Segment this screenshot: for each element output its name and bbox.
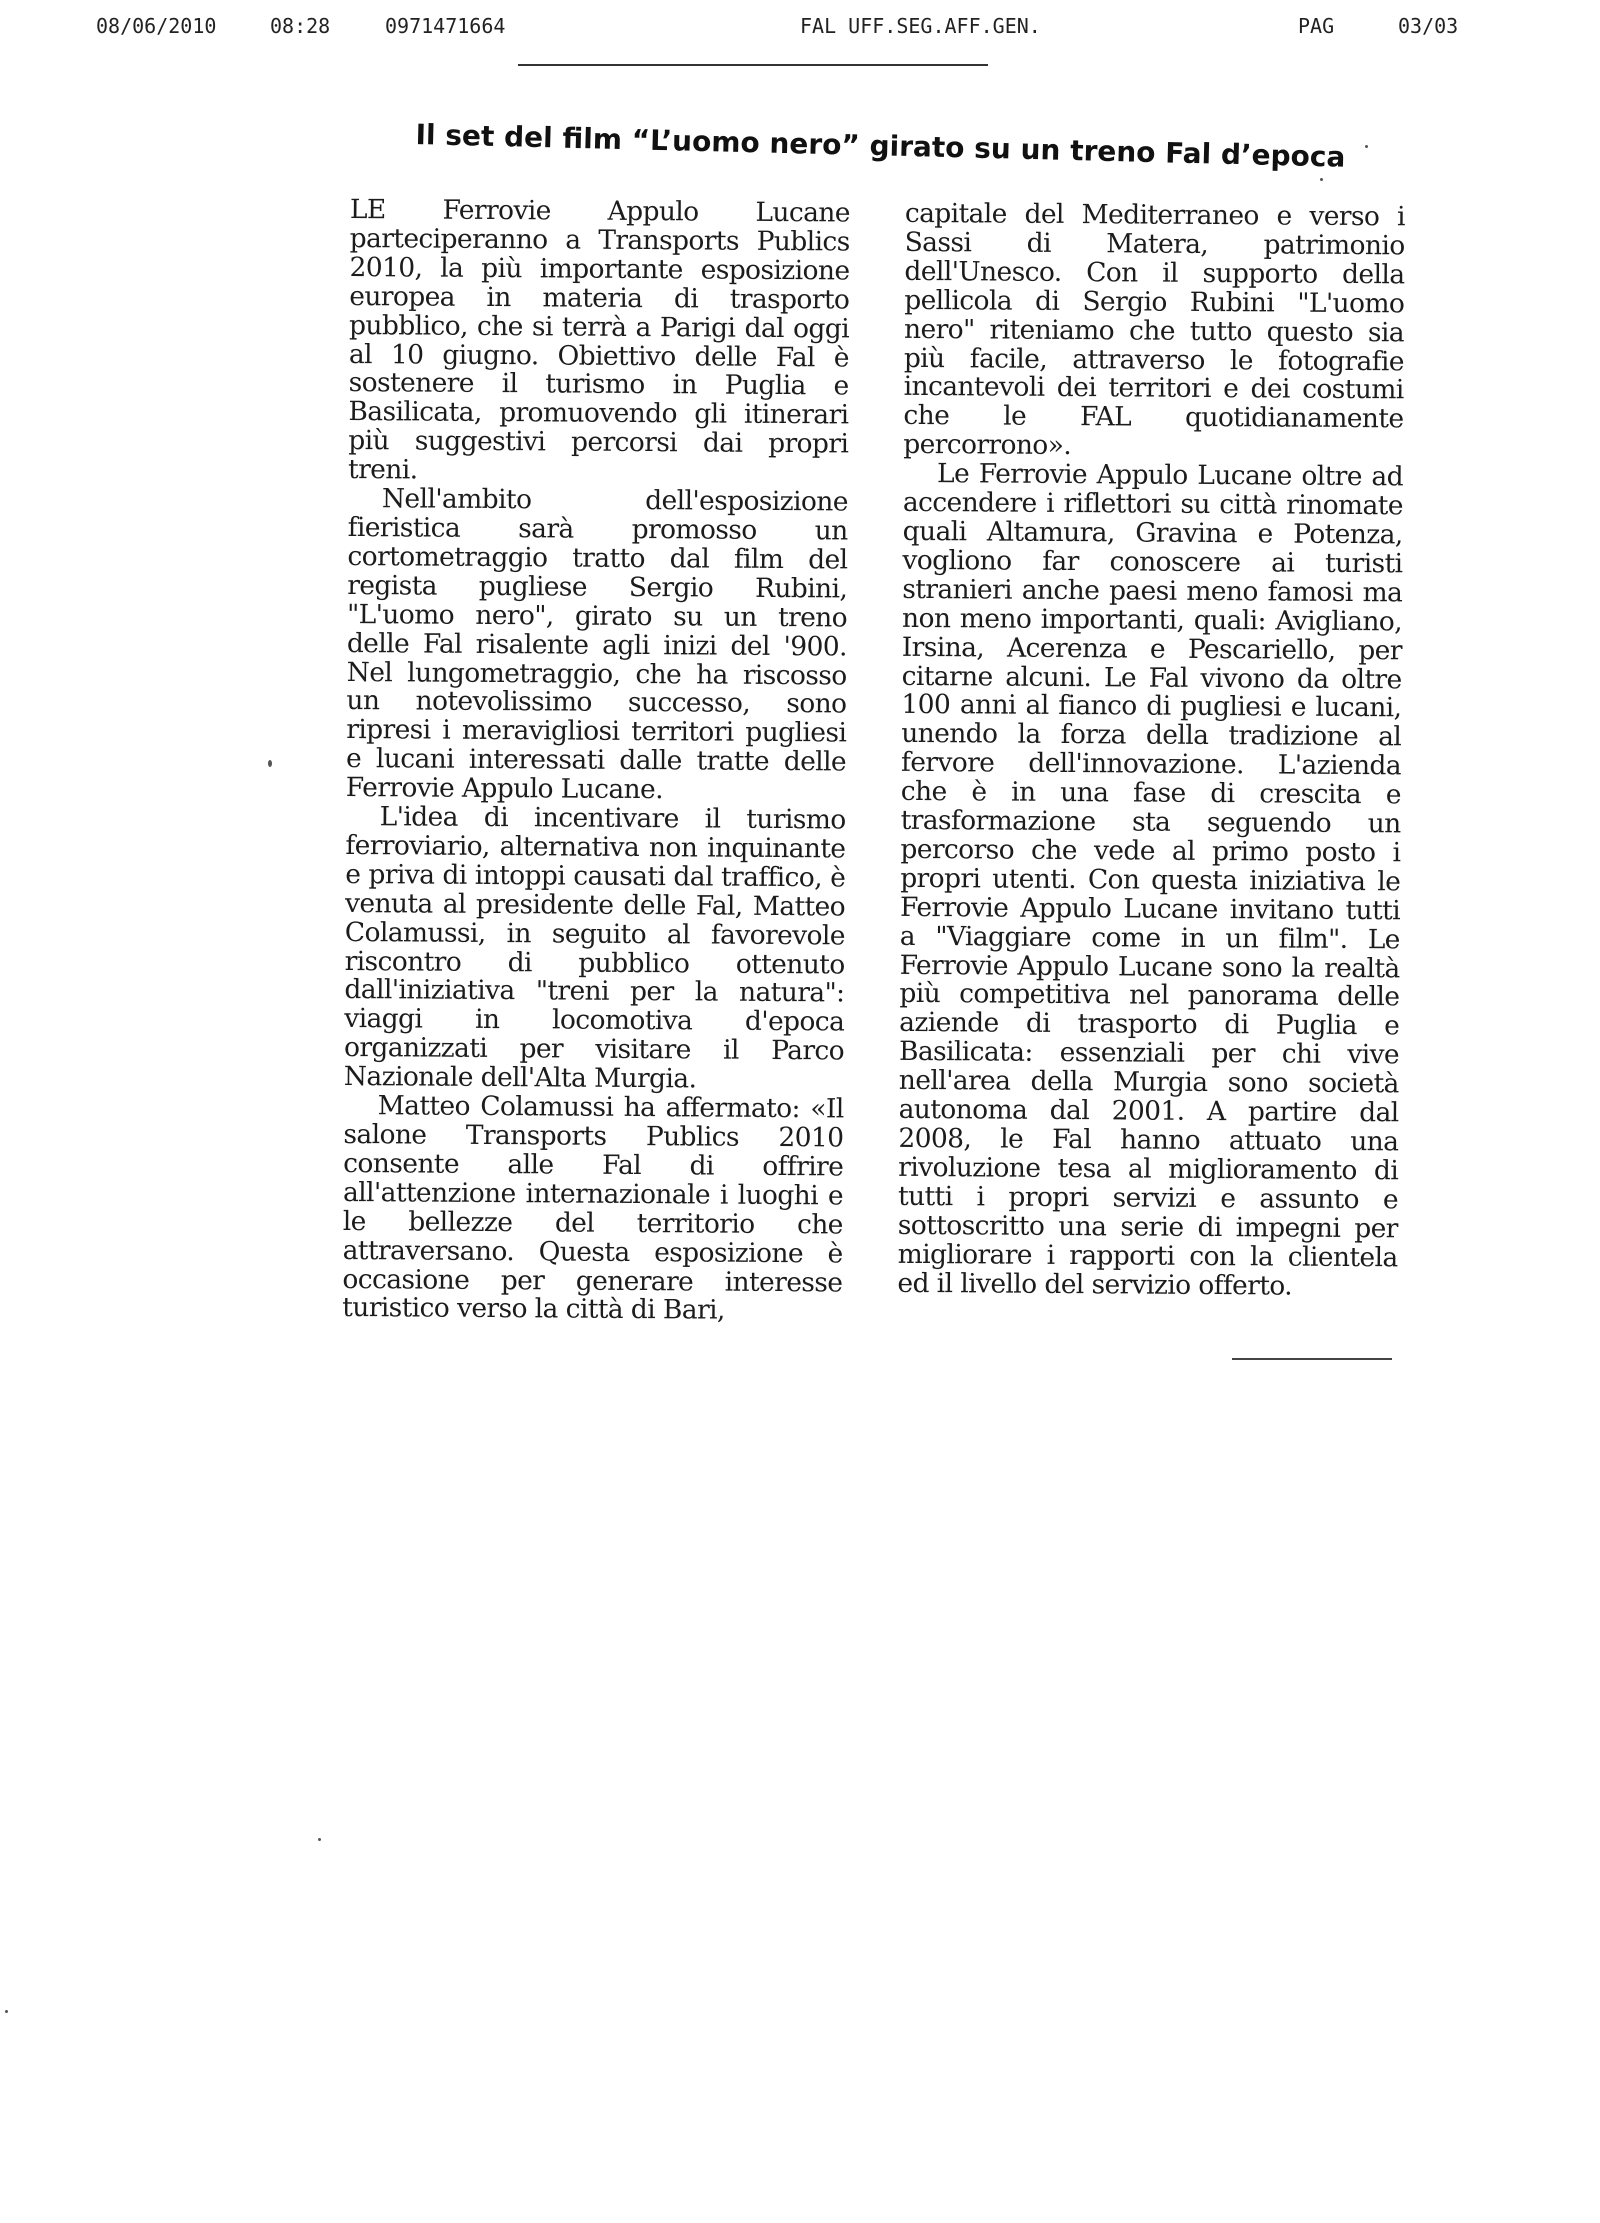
scan-speck <box>1365 145 1368 148</box>
scan-speck <box>5 2010 8 2013</box>
fax-page-label: PAG <box>1298 14 1335 38</box>
fax-date: 08/06/2010 <box>96 14 217 38</box>
article-headline: Il set del film “L’uomo nero” girato su un treno Fal d’epoca <box>415 118 1346 174</box>
fax-header <box>0 0 1600 60</box>
top-divider <box>518 64 988 66</box>
fax-page-number: 03/03 <box>1398 14 1459 38</box>
paragraph: capitale del Mediterraneo e verso i Sassi di Matera, patrimonio dell'Unesco. Con il supporto della pellicola di Sergio Rubini "L'uomo nero" riteniamo che tutto questo sia più facile, attraverso le fotografie incantevoli dei territori e dei costumi che le FAL quotidianamente percorrono». <box>903 197 1405 462</box>
scan-speck <box>318 1838 321 1841</box>
fax-phone-number: 0971471664 <box>385 14 506 38</box>
fax-time: 08:28 <box>270 14 331 38</box>
scan-speck <box>268 760 272 767</box>
article-column-left <box>339 196 850 1809</box>
paragraph: LE Ferrovie Appulo Lucane parteciperanno a Transports Publics 2010, la più importante esposizione europea in materia di trasporto pubblico, che si terrà a Parigi dal oggi al 10 giugno. Obiettivo delle Fal è sostenere il turismo in Puglia e Basilicata, promuovendo gli itinerari più suggestivi percorsi dai propri treni. <box>347 194 851 486</box>
fax-sender: FAL UFF.SEG.AFF.GEN. <box>800 14 1041 38</box>
paragraph: Le Ferrovie Appulo Lucane oltre ad accendere i riflettori su città rinomate quali Altamura, Gravina e Potenza, vogliono far conoscere ai turisti stranieri anche paesi meno famosi ma non meno importanti, quali: Avigliano, Irsina, Acerenza e Pescariello, per citarne alcuni. Le Fal vivono da oltre 100 anni al fianco di pugliesi e lucani, unendo la forza della tradizione al fervore dell'innovazione. L'azienda che è in una fase di crescita e trasformazione sta seguendo un percorso che vede al primo posto i propri utenti. Con questa iniziativa le Ferrovie Appulo Lucane invitano tutti a "Viaggiare come in un film". Le Ferrovie Appulo Lucane sono la realtà più competitiva nel panorama delle aziende di trasporto di Puglia e Basilicata: essenziali per chi vive nell'area della Murgia sono società autonoma dal 2001. A partire dal 2008, le Fal hanno attuato una rivoluzione tesa al miglioramento di tutti i propri servizi e assunto e sottoscritto una serie di impegni per migliorare i rapporti con la clientela ed il livello del servizio offerto. <box>897 458 1404 1302</box>
paragraph: Nell'ambito dell'esposizione fieristica sarà promosso un cortometraggio tratto dal film del regista pugliese Sergio Rubini, "L'uomo nero", girato su un treno delle Fal risalente agli inizi del '900. Nel lungometraggio, che ha riscosso un notevolissimo successo, sono ripresi i meravigliosi territori pugliesi e lucani interessati dalle tratte delle Ferrovie Appulo Lucane. <box>345 483 848 806</box>
scan-speck <box>1320 178 1323 181</box>
article-column-right <box>894 197 1405 1813</box>
paragraph: L'idea di incentivare il turismo ferroviario, alternativa non inquinante e priva di intoppi causati dal traffico, è venuta al presidente delle Fal, Matteo Colamussi, in seguito al favorevole riscontro di pubblico ottenuto dall'iniziativa "treni per la natura": viaggi in locomotiva d'epoca organizzati per visitare il Parco Nazionale dell'Alta Murgia. <box>343 801 846 1095</box>
article-body <box>339 196 1410 1813</box>
scan-artifact-line <box>1232 1358 1392 1360</box>
paragraph: Matteo Colamussi ha affermato: «Il salone Transports Publics 2010 consente alle Fal di offrire all'attenzione internazionale i luoghi e le bellezze del territorio che attraversano. Questa esposizione è occasione per generare interesse turistico verso la città di Bari, <box>342 1090 844 1327</box>
